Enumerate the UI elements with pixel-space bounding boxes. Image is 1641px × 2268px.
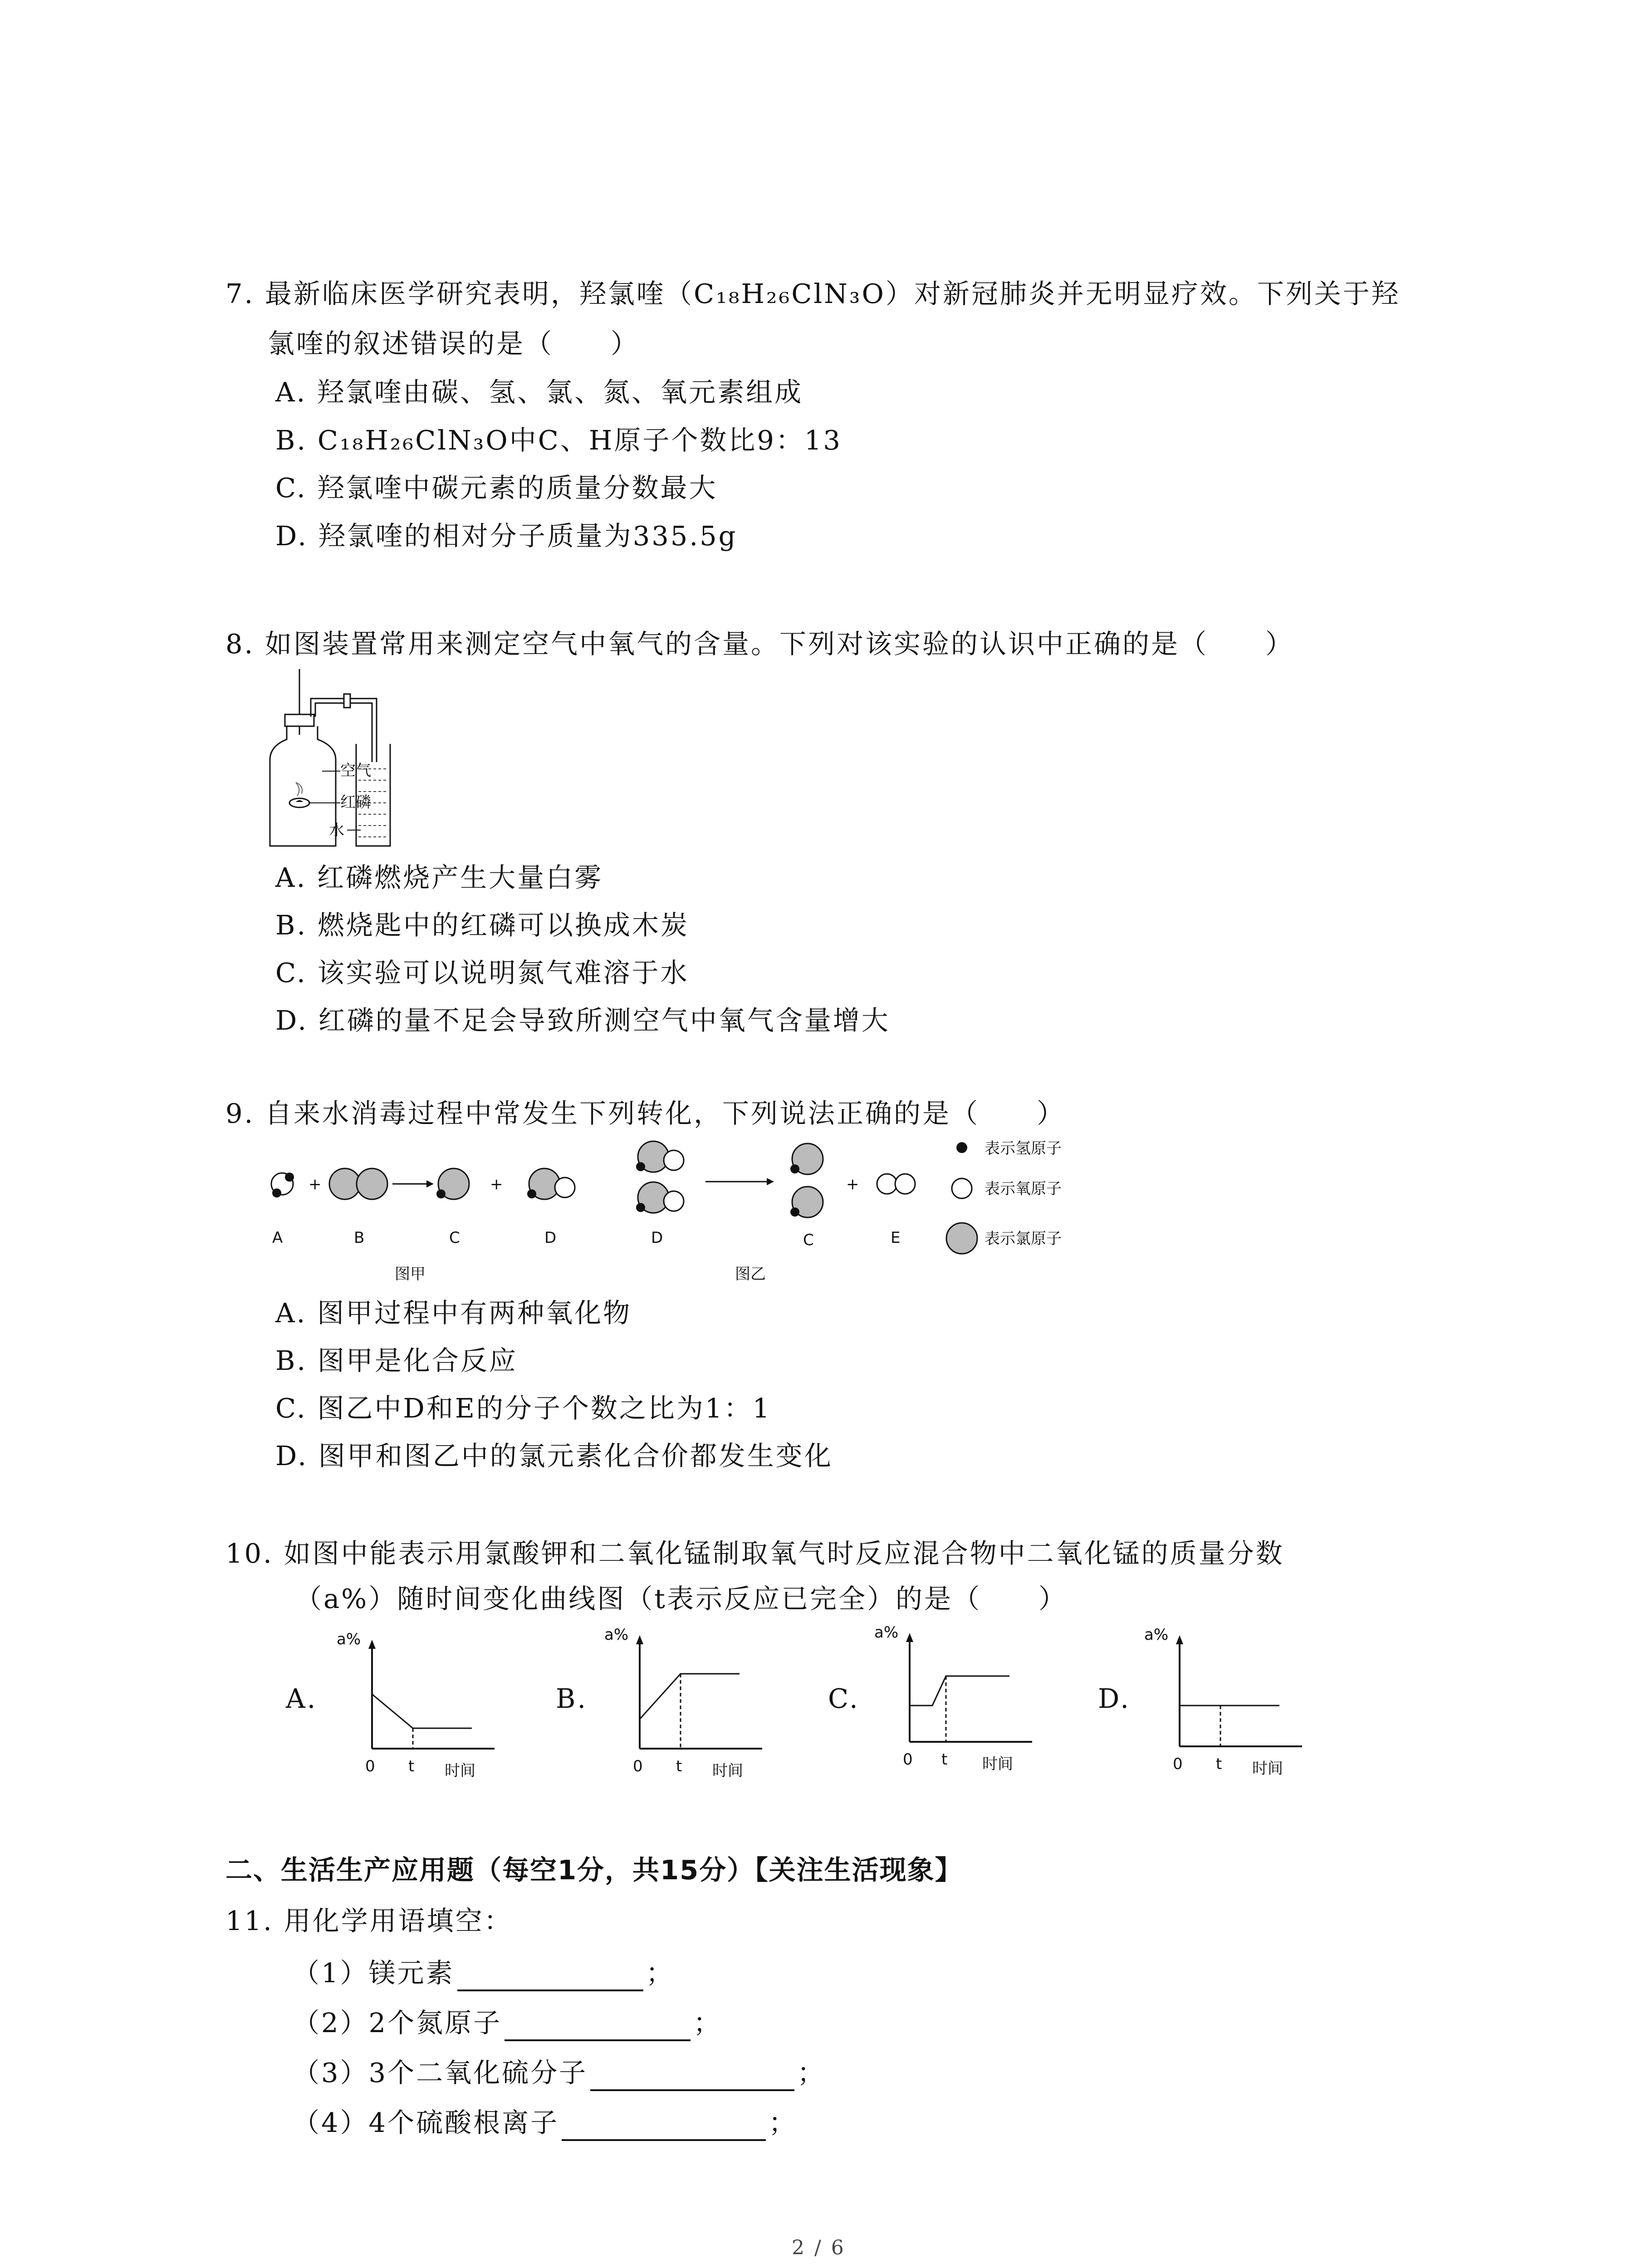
- q11-item-3: [293, 2055, 826, 2091]
- q11-item-1-end: ；: [646, 1957, 675, 1989]
- q10-graph-b: [603, 1628, 776, 1778]
- graph-origin-label: 0: [365, 1757, 375, 1775]
- q9-reaction-figure: [263, 1139, 1107, 1288]
- graph-origin-label: 0: [903, 1750, 913, 1769]
- answer-blank-3[interactable]: [590, 2062, 794, 2091]
- graph-yaxis-label: a%: [604, 1626, 629, 1644]
- q11-item-2-label: （2）2个氮原子: [293, 2007, 502, 2038]
- q8-label-water: 水: [329, 821, 344, 840]
- q7-option-a: A. 羟氯喹由碳、氢、氯、氮、氧元素组成: [275, 376, 803, 408]
- graph-yaxis-label: a%: [1144, 1626, 1169, 1644]
- graph-yaxis-label: a%: [874, 1623, 899, 1642]
- q11-item-3-end: ；: [797, 2057, 826, 2088]
- q11-stem: 11. 用化学用语填空：: [225, 1905, 513, 1936]
- graph-origin-label: 0: [633, 1757, 643, 1775]
- molecule-d: [527, 1168, 575, 1199]
- answer-blank-4[interactable]: [562, 2112, 766, 2141]
- label-c: C: [449, 1229, 460, 1247]
- q7-option-b: B. C₁₈H₂₆ClN₃O中C、H原子个数比9：13: [275, 425, 842, 456]
- legend-chlorine: 表示氯原子: [985, 1230, 1062, 1248]
- legend-oxygen: 表示氧原子: [985, 1180, 1062, 1198]
- q7-option-d: D. 羟氯喹的相对分子质量为335.5g: [275, 520, 738, 552]
- q9-option-b: B. 图甲是化合反应: [275, 1345, 518, 1376]
- q7-option-c: C. 羟氯喹中碳元素的质量分数最大: [275, 472, 718, 503]
- q10-option-d-letter: D.: [1098, 1683, 1131, 1714]
- q11-item-1: [293, 1955, 675, 1991]
- answer-blank-1[interactable]: [457, 1962, 643, 1991]
- caption-yi: 图乙: [735, 1265, 766, 1283]
- q9-option-d: D. 图甲和图乙中的氯元素化合价都发生变化: [275, 1440, 833, 1471]
- graph-yaxis-label: a%: [337, 1630, 361, 1648]
- q8-apparatus-figure: [245, 667, 390, 857]
- molecule-a: [271, 1173, 294, 1198]
- molecule-c-pair: [790, 1144, 823, 1217]
- q10-graph-c: [873, 1623, 1046, 1776]
- q9-stem: 9. 自来水消毒过程中常发生下列转化，下列说法正确的是（ ）: [225, 1098, 1066, 1129]
- graph-t-label: t: [408, 1757, 415, 1775]
- q8-option-c: C. 该实验可以说明氮气难溶于水: [275, 957, 689, 988]
- q8-label-phosphorus: 红磷: [340, 793, 371, 811]
- q8-stem: 8. 如图装置常用来测定空气中氧气的含量。下列对该实验的认识中正确的是（ ）: [225, 628, 1294, 660]
- q8-option-d: D. 红磷的量不足会导致所测空气中氧气含量增大: [275, 1005, 890, 1036]
- q10-option-a-letter: A.: [286, 1683, 318, 1714]
- label-b: B: [354, 1229, 365, 1247]
- caption-jia: 图甲: [395, 1265, 426, 1283]
- q10-option-c-letter: C.: [828, 1683, 860, 1714]
- graph-xaxis-label: 时间: [712, 1762, 743, 1780]
- label-d: D: [544, 1229, 557, 1247]
- answer-blank-2[interactable]: [505, 2012, 691, 2041]
- graph-xaxis-label: 时间: [1252, 1760, 1283, 1778]
- q7-stem-line1: 7. 最新临床医学研究表明，羟氯喹（C₁₈H₂₆ClN₃O）对新冠肺炎并无明显疗效。下列关于羟: [225, 278, 1400, 309]
- q11-item-4-label: （4）4个硫酸根离子: [293, 2107, 559, 2138]
- q10-graph-d: [1143, 1628, 1316, 1778]
- plus-sign: +: [490, 1175, 503, 1193]
- q11-item-2-end: ；: [693, 2007, 722, 2038]
- legend-hydrogen: 表示氢原子: [985, 1139, 1062, 1158]
- q11-item-4-end: ；: [769, 2107, 798, 2138]
- q10-stem-line1: 10. 如图中能表示用氯酸钾和二氧化锰制取氧气时反应混合物中二氧化锰的质量分数: [225, 1538, 1284, 1569]
- graph-t-label: t: [1216, 1755, 1222, 1773]
- q9-option-a: A. 图甲过程中有两种氧化物: [275, 1297, 632, 1329]
- q8-option-a: A. 红磷燃烧产生大量白雾: [275, 862, 603, 893]
- graph-t-label: t: [941, 1750, 948, 1769]
- q11-item-4: [293, 2105, 797, 2141]
- label-c: C: [803, 1231, 814, 1249]
- q11-item-2: [293, 2005, 722, 2041]
- label-e: E: [891, 1229, 901, 1247]
- q11-item-1-label: （1）镁元素: [293, 1957, 455, 1989]
- graph-xaxis-label: 时间: [445, 1762, 475, 1780]
- label-d: D: [651, 1229, 663, 1247]
- molecule-c: [436, 1168, 469, 1199]
- molecule-e: [877, 1174, 915, 1194]
- page-number: 2 / 6: [792, 2236, 846, 2259]
- plus-sign: +: [309, 1175, 322, 1193]
- graph-origin-label: 0: [1173, 1755, 1183, 1773]
- section-2-heading: 二、生活生产应用题（每空1分，共15分）【关注生活现象】: [225, 1854, 963, 1886]
- molecule-d-pair: [636, 1141, 684, 1213]
- q10-option-b-letter: B.: [556, 1683, 588, 1714]
- q10-stem-line2: （a%）随时间变化曲线图（t表示反应已完全）的是（ ）: [295, 1583, 1067, 1614]
- molecule-b: [329, 1168, 387, 1199]
- q10-graph-a: [336, 1630, 508, 1783]
- graph-xaxis-label: 时间: [982, 1755, 1013, 1773]
- plus-sign: +: [846, 1175, 859, 1193]
- label-a: A: [272, 1229, 283, 1247]
- q11-item-3-label: （3）3个二氧化硫分子: [293, 2057, 588, 2088]
- q8-option-b: B. 燃烧匙中的红磷可以换成木炭: [275, 909, 689, 941]
- q7-stem-line2: 氯喹的叙述错误的是（ ）: [268, 328, 640, 359]
- q8-label-air: 空气: [340, 762, 371, 780]
- graph-t-label: t: [676, 1757, 682, 1775]
- q9-option-c: C. 图乙中D和E的分子个数之比为1：1: [275, 1393, 771, 1424]
